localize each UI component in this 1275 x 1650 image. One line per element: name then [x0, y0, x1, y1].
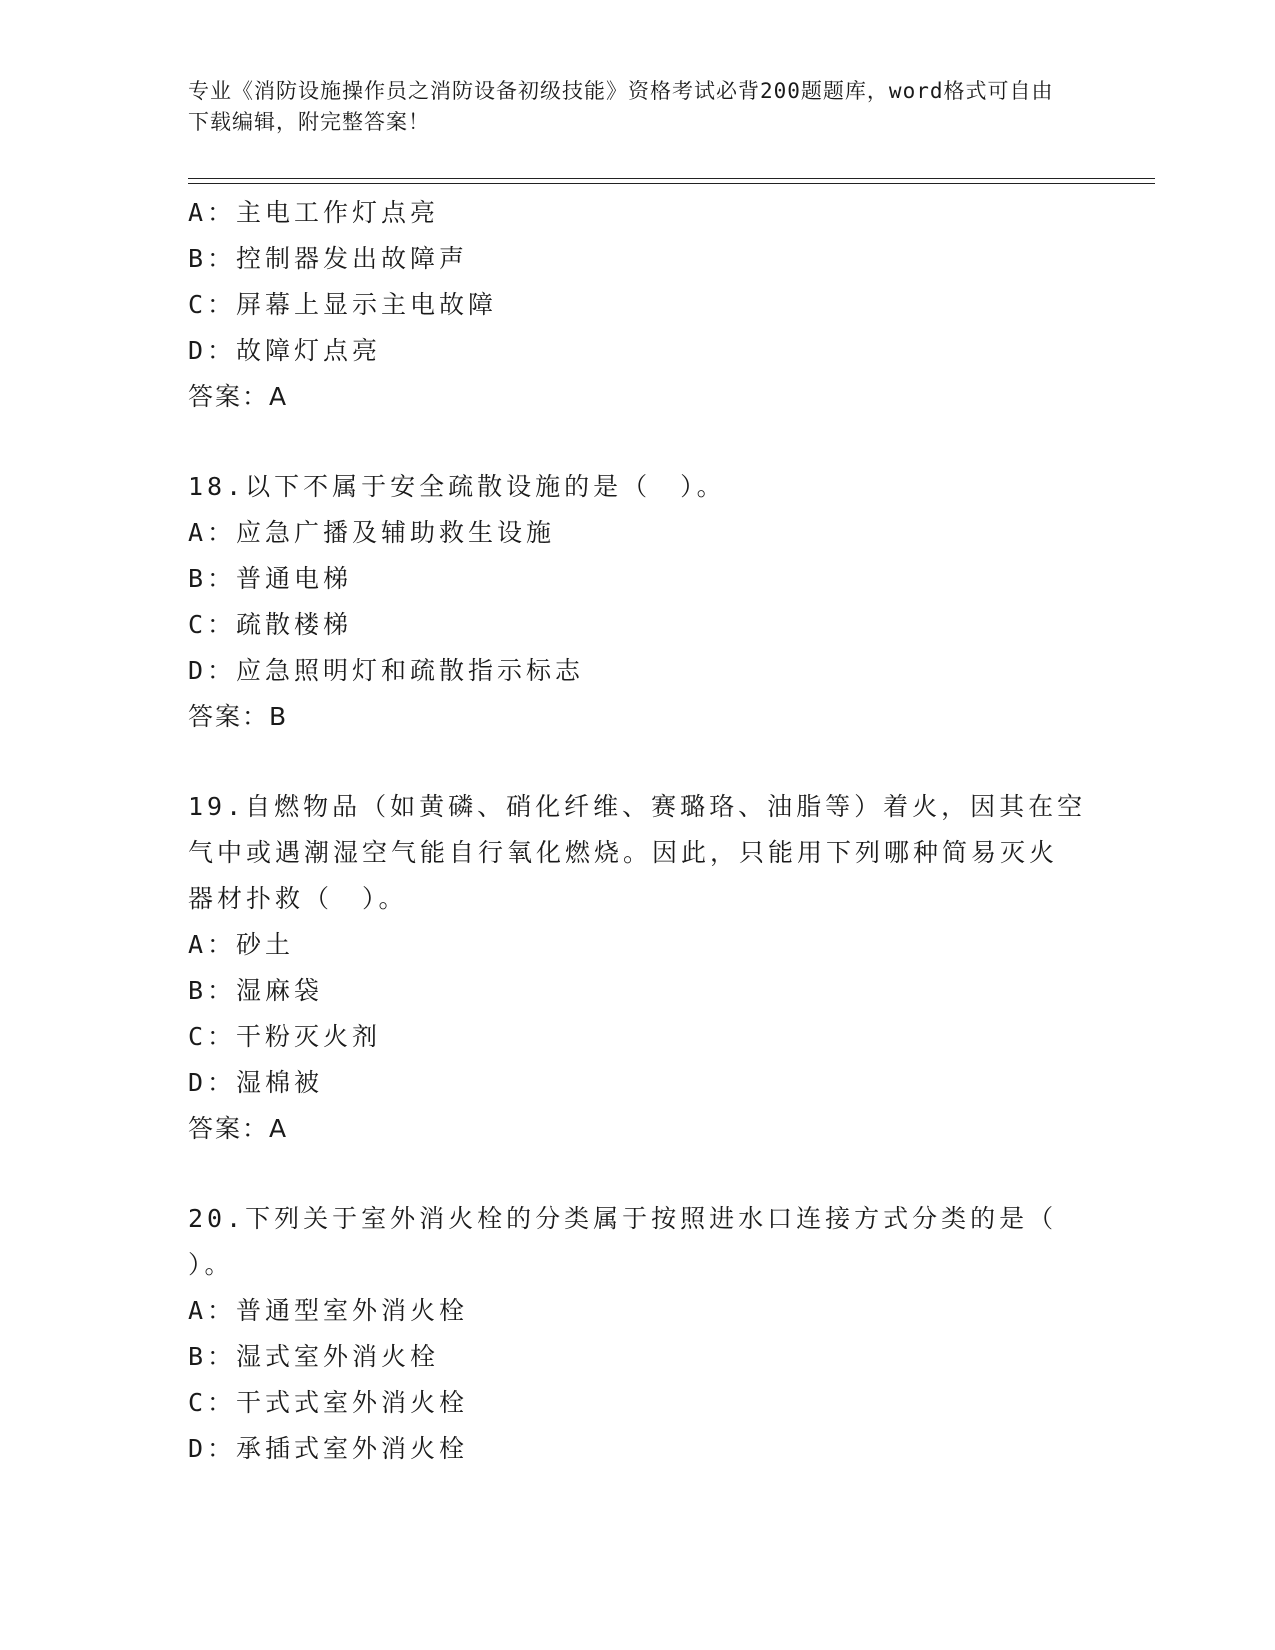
question-20	[188, 1196, 1088, 1472]
document-body	[188, 190, 1088, 1472]
option-c: C：干粉灭火剂	[188, 1022, 382, 1051]
question-text-line-1: 19.自燃物品（如黄磷、硝化纤维、赛璐珞、油脂等）着火，因其在空	[188, 792, 1087, 821]
option-c: C：疏散楼梯	[188, 610, 353, 639]
option-a: A：应急广播及辅助救生设施	[188, 518, 556, 547]
answer-line: 答案：B	[188, 702, 289, 731]
option-c: C：屏幕上显示主电故障	[188, 290, 498, 319]
option-a: A：主电工作灯点亮	[188, 198, 440, 227]
option-c: C：干式式室外消火栓	[188, 1388, 469, 1417]
option-d: D：应急照明灯和疏散指示标志	[188, 656, 585, 685]
answer-line: 答案：A	[188, 382, 289, 411]
question-19	[188, 784, 1088, 1152]
header-rule-bottom	[188, 183, 1155, 184]
option-b: B：湿式室外消火栓	[188, 1342, 440, 1371]
option-d: D：故障灯点亮	[188, 336, 382, 365]
question-text-line-2: 气中或遇潮湿空气能自行氧化燃烧。因此，只能用下列哪种简易灭火	[188, 838, 1059, 867]
document-header: 专业《消防设施操作员之消防设备初级技能》资格考试必背200题题库，word格式可自由下载编辑，附完整答案！	[188, 79, 1054, 134]
header-rule-top	[188, 178, 1155, 179]
question-text-line-1: 20.下列关于室外消火栓的分类属于按照进水口连接方式分类的是（	[188, 1204, 1058, 1233]
question-18	[188, 464, 1088, 740]
question-text-line-3: 器材扑救（ ）。	[188, 884, 408, 913]
option-b: B：普通电梯	[188, 564, 353, 593]
option-d: D：承插式室外消火栓	[188, 1434, 469, 1463]
option-b: B：控制器发出故障声	[188, 244, 469, 273]
question-text-line-2: ）。	[188, 1250, 234, 1279]
option-a: A：普通型室外消火栓	[188, 1296, 469, 1325]
answer-line: 答案：A	[188, 1114, 289, 1143]
question-17-tail	[188, 190, 1088, 420]
option-d: D：湿棉被	[188, 1068, 324, 1097]
question-text: 18.以下不属于安全疏散设施的是（ ）。	[188, 472, 726, 501]
option-b: B：湿麻袋	[188, 976, 324, 1005]
option-a: A：砂土	[188, 930, 295, 959]
